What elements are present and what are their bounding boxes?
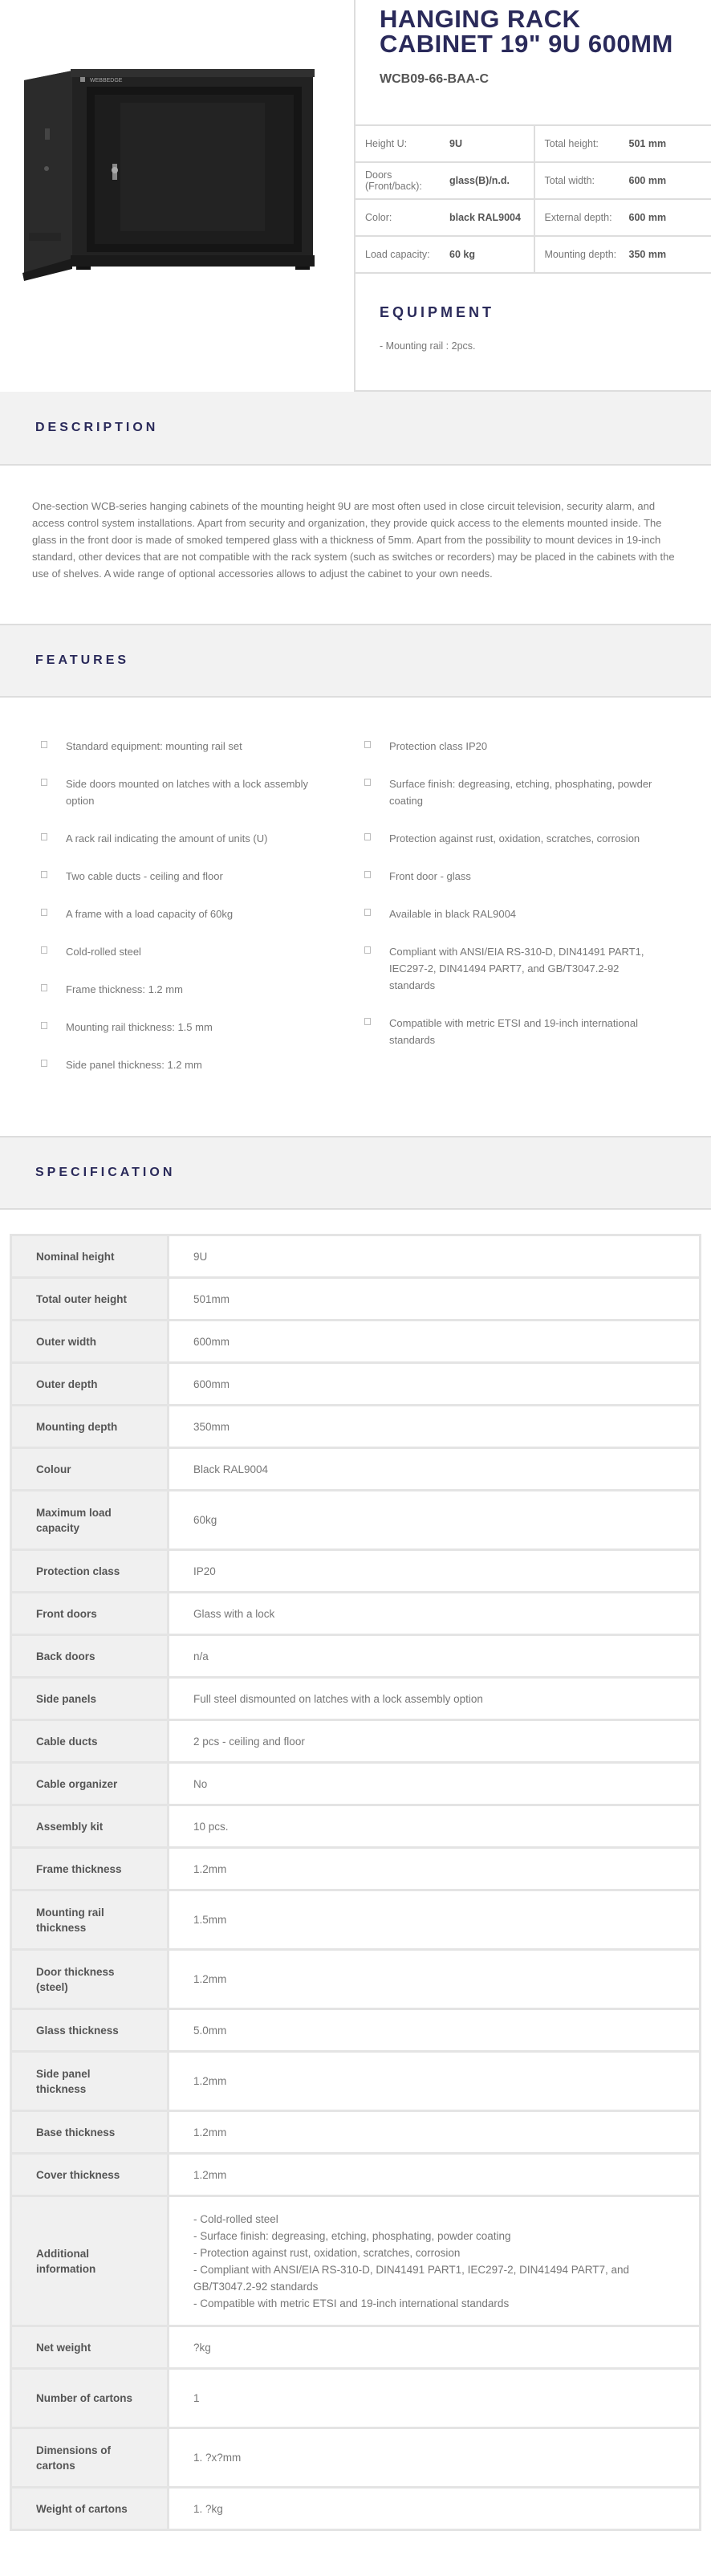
spec-key: Front doors	[11, 1593, 169, 1635]
spec-row	[11, 2154, 701, 2196]
spec-value: Glass with a lock	[169, 1593, 701, 1635]
feature-text: Standard equipment: mounting rail set	[66, 740, 242, 752]
spec-row	[11, 1593, 701, 1635]
spec-value	[169, 2196, 701, 2326]
checkbox-icon	[40, 946, 48, 954]
spec-row	[11, 1848, 701, 1890]
spec-row	[11, 1278, 701, 1321]
spec-row	[11, 2111, 701, 2154]
spec-value: ?kg	[169, 2326, 701, 2369]
feature-text: Protection class IP20	[389, 740, 488, 752]
spec-value: 600mm	[169, 1363, 701, 1406]
feature-text: Front door - glass	[389, 870, 471, 882]
spec-row	[11, 1763, 701, 1805]
spec-key: Base thickness	[11, 2111, 169, 2154]
spec-key: Side panels	[11, 1678, 169, 1720]
feature-item	[32, 943, 339, 960]
checkbox-icon	[364, 1018, 372, 1026]
spec-row	[11, 1235, 701, 1278]
spec-value: 9U	[169, 1235, 701, 1278]
spec-value: 10 pcs.	[169, 1805, 701, 1848]
description-header	[0, 392, 711, 466]
brand-logo: WEBBEDGE	[90, 78, 123, 83]
spec-value: Full steel dismounted on latches with a lock assembly option	[169, 1678, 701, 1720]
feature-item	[356, 905, 663, 922]
spec-row	[11, 1950, 701, 2009]
param-value: 600 mm	[628, 212, 667, 223]
spec-value: 1	[169, 2369, 701, 2428]
spec-row	[11, 2369, 701, 2428]
feature-item	[356, 943, 663, 994]
specification-section	[0, 1210, 711, 2531]
product-image	[0, 0, 354, 392]
spec-value: 600mm	[169, 1321, 701, 1363]
spec-value: Black RAL9004	[169, 1448, 701, 1491]
spec-row	[11, 1550, 701, 1593]
spec-row	[11, 1491, 701, 1550]
feature-text: Frame thickness: 1.2 mm	[66, 983, 183, 995]
param-label: External depth:	[544, 212, 612, 223]
param-label: Height U:	[365, 138, 408, 149]
spec-value: 350mm	[169, 1406, 701, 1448]
feature-item	[356, 775, 663, 809]
spec-row	[11, 1890, 701, 1950]
spec-key: Mounting depth	[11, 1406, 169, 1448]
spec-key: Nominal height	[11, 1235, 169, 1278]
feature-item	[356, 1015, 663, 1048]
spec-value: 1.2mm	[169, 2111, 701, 2154]
feature-text: Surface finish: degreasing, etching, phosphating, powder coating	[389, 778, 652, 807]
features-left-column	[32, 738, 356, 1094]
feature-text: Available in black RAL9004	[389, 908, 517, 920]
param-row	[356, 237, 711, 274]
spec-value-line: - Compatible with metric ETSI and 19-inch international standards	[193, 2297, 510, 2309]
product-title: HANGING RACK CABINET 19" 9U 600MM	[380, 5, 673, 58]
param-value: 9U	[449, 138, 462, 149]
spec-value-line: - Surface finish: degreasing, etching, phosphating, powder coating	[193, 2229, 511, 2242]
spec-value: 1.2mm	[169, 1950, 701, 2009]
param-value: glass(B)/n.d.	[449, 175, 510, 186]
section-title: SPECIFICATION	[35, 1166, 176, 1179]
spec-key: Maximum load capacity	[11, 1491, 169, 1550]
spec-key: Outer width	[11, 1321, 169, 1363]
spec-key: Assembly kit	[11, 1805, 169, 1848]
features-header	[0, 624, 711, 698]
feature-item	[32, 738, 339, 755]
checkbox-icon	[364, 741, 372, 749]
spec-row	[11, 1805, 701, 1848]
spec-key: Mounting rail thickness	[11, 1890, 169, 1950]
spec-row	[11, 2326, 701, 2369]
features-list	[0, 698, 711, 1136]
equipment-item: - Mounting rail : 2pcs.	[380, 340, 476, 352]
spec-key: Door thickness (steel)	[11, 1950, 169, 2009]
spec-row	[11, 2009, 701, 2052]
feature-item	[356, 868, 663, 885]
spec-value-line: - Compliant with ANSI/EIA RS-310-D, DIN41491 PART1, IEC297-2, DIN41494 PART7, and GB/T3047.2-92 standards	[193, 2263, 630, 2293]
param-label: Load capacity:	[365, 249, 430, 260]
specification-header	[0, 1136, 711, 1210]
spec-value: 5.0mm	[169, 2009, 701, 2052]
param-value: 350 mm	[628, 249, 667, 260]
spec-row	[11, 1720, 701, 1763]
feature-item	[32, 905, 339, 922]
checkbox-icon	[364, 779, 372, 787]
param-row	[356, 200, 711, 237]
param-label: Total height:	[544, 138, 599, 149]
spec-key: Weight of cartons	[11, 2488, 169, 2530]
feature-text: Mounting rail thickness: 1.5 mm	[66, 1021, 213, 1033]
parameters-grid	[356, 124, 711, 274]
description-text: One-section WCB-series hanging cabinets of the mounting height 9U are most often used in close circuit television, security alarm, and access control system installations. Apart from security and organization, they provide quick access to the elements mounted inside. The glass in the front door is made of smoked tempered glass with a thickness of 5mm. Apart from the possibility to mount devices in 19-inch standard, other devices that are not compatible with the rack system (such as switches or recorders) may be placed in the cabinets with the use of shelves. A wide range of optional accessories allows to adjust the cabinet to your own needs.	[32, 500, 675, 580]
feature-item	[356, 830, 663, 847]
spec-value: IP20	[169, 1550, 701, 1593]
spec-value-line: - Protection against rust, oxidation, scratches, corrosion	[193, 2246, 461, 2259]
spec-key: Outer depth	[11, 1363, 169, 1406]
spec-key: Glass thickness	[11, 2009, 169, 2052]
spec-row	[11, 1448, 701, 1491]
spec-value: 1.2mm	[169, 2154, 701, 2196]
spec-value: No	[169, 1763, 701, 1805]
spec-key: Net weight	[11, 2326, 169, 2369]
checkbox-icon	[40, 871, 48, 879]
checkbox-icon	[40, 741, 48, 749]
specification-table	[10, 1234, 701, 2531]
spec-key: Cover thickness	[11, 2154, 169, 2196]
param-label: Total width:	[544, 175, 595, 186]
checkbox-icon	[364, 833, 372, 841]
spec-value: 60kg	[169, 1491, 701, 1550]
spec-value: 1.2mm	[169, 2052, 701, 2111]
spec-row	[11, 1321, 701, 1363]
checkbox-icon	[364, 871, 372, 879]
feature-item	[32, 1019, 339, 1036]
feature-item	[32, 830, 339, 847]
feature-item	[32, 981, 339, 998]
feature-text: A rack rail indicating the amount of units (U)	[66, 832, 268, 844]
spec-key: Additional information	[11, 2196, 169, 2326]
checkbox-icon	[40, 1022, 48, 1030]
spec-value: 1.2mm	[169, 1848, 701, 1890]
spec-key: Total outer height	[11, 1278, 169, 1321]
spec-value: 501mm	[169, 1278, 701, 1321]
rack-cabinet-image	[0, 0, 354, 392]
feature-item	[356, 738, 663, 755]
equipment-title: EQUIPMENT	[380, 304, 495, 320]
param-label: Mounting depth:	[544, 249, 617, 260]
spec-key: Frame thickness	[11, 1848, 169, 1890]
spec-row	[11, 1678, 701, 1720]
spec-row	[11, 2196, 701, 2326]
spec-row	[11, 2428, 701, 2488]
param-value: black RAL9004	[449, 212, 521, 223]
spec-key: Number of cartons	[11, 2369, 169, 2428]
feature-text: Side doors mounted on latches with a lock assembly option	[66, 778, 309, 807]
param-value: 60 kg	[449, 249, 475, 260]
checkbox-icon	[40, 779, 48, 787]
feature-item	[32, 775, 339, 809]
feature-text: Two cable ducts - ceiling and floor	[66, 870, 223, 882]
spec-value: 2 pcs - ceiling and floor	[169, 1720, 701, 1763]
spec-key: Dimensions of cartons	[11, 2428, 169, 2488]
spec-key: Cable ducts	[11, 1720, 169, 1763]
feature-text: Protection against rust, oxidation, scratches, corrosion	[389, 832, 640, 844]
spec-value-line: - Cold-rolled steel	[193, 2212, 278, 2225]
spec-key: Colour	[11, 1448, 169, 1491]
feature-item	[32, 1056, 339, 1073]
feature-text: Compliant with ANSI/EIA RS-310-D, DIN41491 PART1, IEC297-2, DIN41494 PART7, and GB/T3047.2-92 standards	[389, 946, 644, 991]
feature-text: Side panel thickness: 1.2 mm	[66, 1059, 202, 1071]
checkbox-icon	[40, 984, 48, 992]
spec-key: Cable organizer	[11, 1763, 169, 1805]
spec-row	[11, 1635, 701, 1678]
spec-value: n/a	[169, 1635, 701, 1678]
param-row	[356, 126, 711, 163]
param-value: 501 mm	[628, 138, 667, 149]
checkbox-icon	[40, 909, 48, 917]
spec-key: Side panel thickness	[11, 2052, 169, 2111]
feature-text: Compatible with metric ETSI and 19-inch international standards	[389, 1017, 638, 1046]
product-info	[354, 0, 711, 390]
checkbox-icon	[364, 909, 372, 917]
param-label: Doors (Front/back):	[365, 169, 422, 192]
checkbox-icon	[364, 946, 372, 954]
spec-row	[11, 2488, 701, 2530]
spec-row	[11, 1406, 701, 1448]
product-sku: WCB09-66-BAA-C	[380, 72, 490, 86]
feature-text: A frame with a load capacity of 60kg	[66, 908, 234, 920]
param-label: Color:	[365, 212, 392, 223]
spec-key: Protection class	[11, 1550, 169, 1593]
spec-row	[11, 1363, 701, 1406]
spec-value: 1.5mm	[169, 1890, 701, 1950]
equipment-section	[356, 274, 711, 352]
section-title: FEATURES	[35, 653, 130, 667]
feature-text: Cold-rolled steel	[66, 946, 141, 958]
features-right-column	[356, 738, 679, 1094]
section-title: DESCRIPTION	[35, 421, 159, 434]
spec-value: 1. ?x?mm	[169, 2428, 701, 2488]
param-value: 600 mm	[628, 175, 667, 186]
product-header	[0, 0, 711, 392]
param-row	[356, 163, 711, 200]
feature-item	[32, 868, 339, 885]
spec-row	[11, 2052, 701, 2111]
spec-value: 1. ?kg	[169, 2488, 701, 2530]
checkbox-icon	[40, 1060, 48, 1068]
spec-key: Back doors	[11, 1635, 169, 1678]
checkbox-icon	[40, 833, 48, 841]
